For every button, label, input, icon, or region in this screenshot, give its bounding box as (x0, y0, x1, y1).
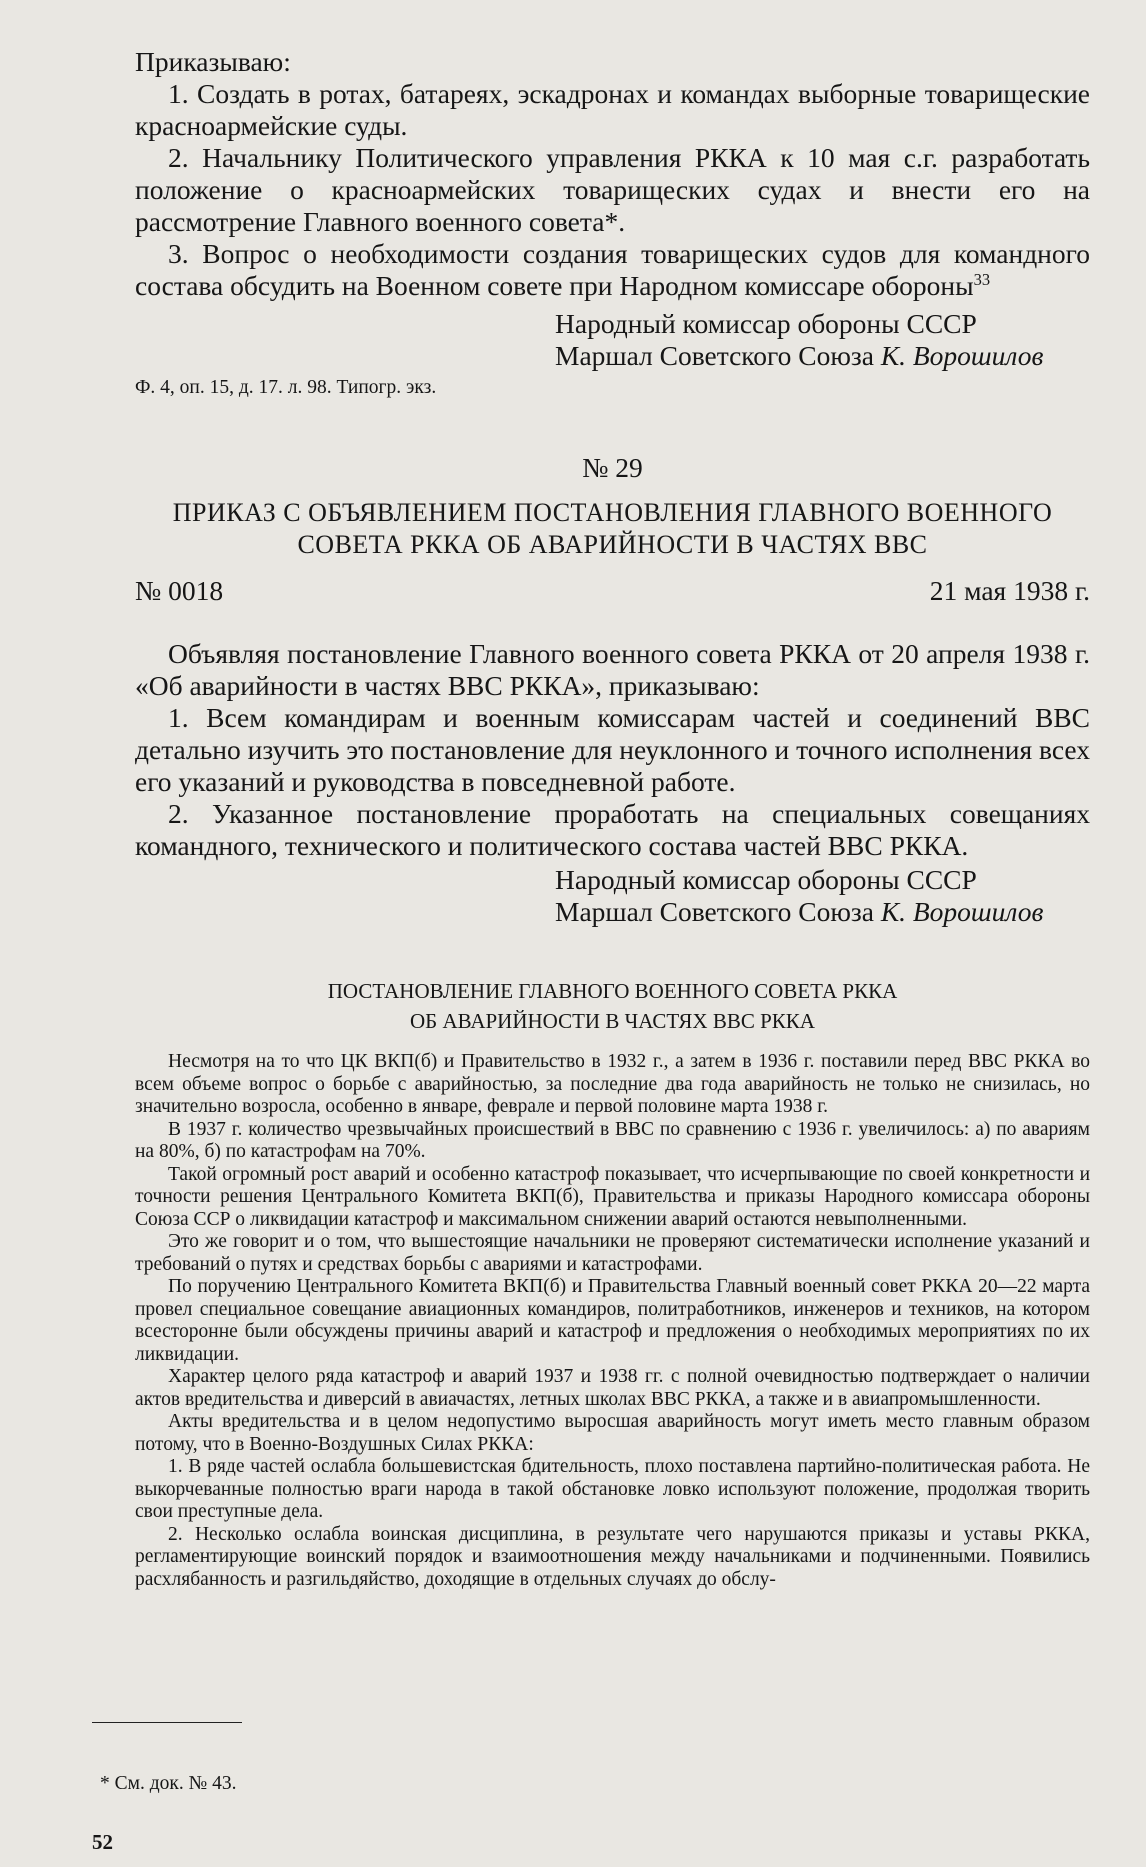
page-number: 52 (92, 1830, 113, 1854)
resolution-paragraph: Такой огромный рост аварий и особенно катастроф показывает, что исчерпывающие по своей конкретности и точности решения Центрального Комитета ВКП(б), Правительства и приказы Народного комиссара обороны Союза ССР о ликвидации катастроф и максимальном снижении аварий остаются невыполненными. (135, 1163, 1090, 1230)
footnote-divider (92, 1722, 242, 1723)
signature-name: К. Ворошилов (880, 896, 1044, 927)
signature-name: К. Ворошилов (880, 340, 1044, 371)
resolution-body (135, 1051, 1090, 1591)
document-title (135, 497, 1090, 561)
order-number: № 0018 (135, 575, 224, 606)
signature-block-1 (555, 308, 1095, 372)
resolution-paragraph: Это же говорит и о том, что вышестоящие начальники не проверяют систематически исполнение указаний и требований о путях и средствах борьбы с авариями и катастрофами. (135, 1231, 1090, 1275)
order-item-3 (135, 238, 1090, 302)
signature-rank-text: Маршал Советского Союза (555, 340, 874, 371)
signature-title: Народный комиссар обороны СССР (555, 308, 977, 339)
order-body-paragraph: 2. Указанное постановление проработать на специальных совещаниях командного, технического и политического состава частей ВВС РККА. (135, 798, 1090, 861)
signature-rank-text: Маршал Советского Союза (555, 896, 874, 927)
order-body-paragraph: Объявляя постановление Главного военного совета РККА от 20 апреля 1938 г. «Об аварийности в частях ВВС РККА», приказываю: (135, 638, 1090, 701)
order-item-3-text: 3. Вопрос о необходимости создания товарищеских судов для командного состава обсудить на Военном совете при Народном комиссаре обороны (135, 238, 1090, 301)
resolution-paragraph: 2. Несколько ослабла воинская дисциплина, в результате чего нарушаются приказы и уставы РККА, регламентирующие воинский порядок и взаимоотношения между начальниками и подчиненными. Появились расхлябанность и разгильдяйство, доходящие в отдельных случаях до обслу- (135, 1523, 1090, 1590)
order-date: 21 мая 1938 г. (929, 575, 1090, 606)
footnote-marker: 33 (973, 269, 991, 289)
order-item-2: 2. Начальнику Политического управления РККА к 10 мая с.г. разработать положение о красноармейских товарищеских судах и внести его на рассмотрение Главного военного совета*. (135, 142, 1090, 237)
resolution-paragraph: По поручению Центрального Комитета ВКП(б) и Правительства Главный военный совет РККА 20—22 марта провел специальное совещание авиационных командиров, политработников, инженеров и техников, на котором всесторонне были обсуждены причины аварий и катастроф и предложения о необходимых мероприятиях по их ликвидации. (135, 1276, 1090, 1365)
order-body-paragraph: 1. Всем командирам и военным комиссарам частей и соединений ВВС детально изучить это постановление для неуклонного и точного исполнения всех его указаний и руководства в повседневной работе. (135, 702, 1090, 797)
document-title-line-1: ПРИКАЗ С ОБЪЯВЛЕНИЕМ ПОСТАНОВЛЕНИЯ ГЛАВНОГО ВОЕННОГО (172, 498, 1053, 527)
order-meta (135, 575, 1090, 607)
order-heading: Приказываю: (135, 46, 291, 77)
signature-rank (555, 896, 1095, 928)
resolution-paragraph: Акты вредительства и в целом недопустимо выросшая аварийность могут иметь место главным образом потому, что в Военно-Воздушных Силах РККА: (135, 1411, 1090, 1455)
order-body (135, 638, 1090, 862)
signature-rank (555, 340, 1095, 372)
resolution-paragraph: Несмотря на то что ЦК ВКП(б) и Правительство в 1932 г., а затем в 1936 г. поставили перед ВВС РККА во всем объеме вопрос о борьбе с аварийностью, за последние два года аварийность не только не снизилась, но значительно возросла, особенно в январе, феврале и первой половине марта 1938 г. (135, 1051, 1090, 1117)
archive-reference: Ф. 4, оп. 15, д. 17. л. 98. Типогр. экз. (135, 377, 437, 398)
footnote: * См. док. № 43. (100, 1773, 237, 1794)
resolution-paragraph: Характер целого ряда катастроф и аварий 1937 и 1938 гг. с полной очевидностью подтверждает о наличии актов вредительства и диверсий в авиачастях, летных школах ВВС РККА, а также и в авиапромышленности. (135, 1366, 1090, 1410)
resolution-paragraph: 1. В ряде частей ослабла большевистская бдительность, плохо поставлена партийно-политическая работа. Не выкорчеванные полностью враги народа в такой обстановке ловко используют положение, продолжая творить свои преступные дела. (135, 1456, 1090, 1522)
resolution-title (135, 976, 1090, 1036)
document-title-line-2: СОВЕТА РККА ОБ АВАРИЙНОСТИ В ЧАСТЯХ ВВС (297, 530, 928, 559)
resolution-paragraph: В 1937 г. количество чрезвычайных происшествий в ВВС по сравнению с 1936 г. увеличилось: а) по авариям на 80%, б) по катастрофам на 70%. (135, 1118, 1090, 1162)
document-number: № 29 (582, 452, 643, 483)
signature-block-2 (555, 864, 1095, 928)
signature-title: Народный комиссар обороны СССР (555, 864, 977, 895)
top-order-text (135, 46, 1090, 302)
order-item-1: 1. Создать в ротах, батареях, эскадронах и командах выборные товарищеские красноармейские суды. (135, 78, 1090, 141)
resolution-title-line-2: ОБ АВАРИЙНОСТИ В ЧАСТЯХ ВВС РККА (410, 1009, 815, 1033)
resolution-title-line-1: ПОСТАНОВЛЕНИЕ ГЛАВНОГО ВОЕННОГО СОВЕТА РККА (327, 979, 898, 1003)
